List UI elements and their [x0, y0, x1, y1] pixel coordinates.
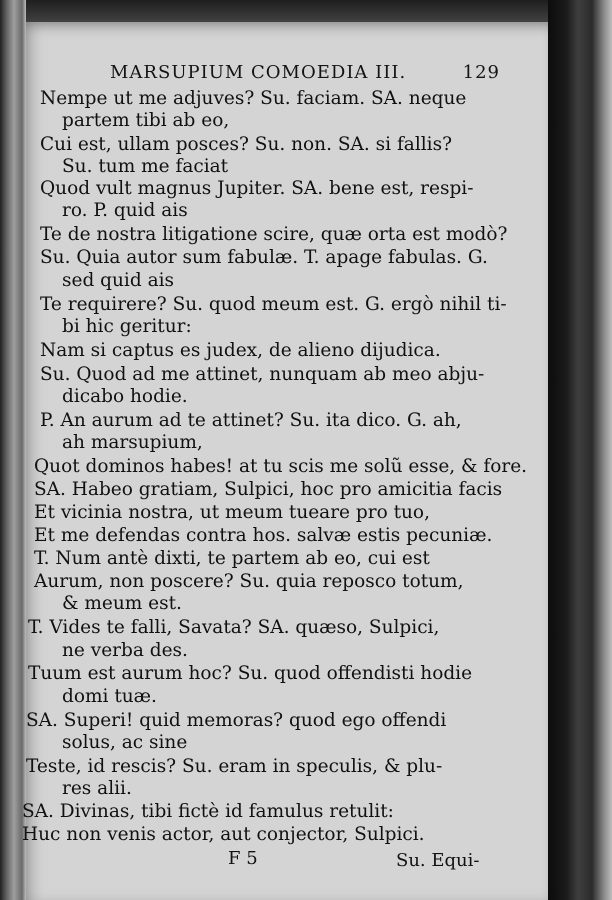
text-line: Quod vult magnus Jupiter. SA. bene est, respi-: [40, 178, 474, 199]
text-line: domi tuæ.: [62, 686, 157, 707]
text-line: ah marsupium,: [62, 432, 203, 453]
text-line: Tuum est aurum hoc? Su. quod offendisti hodie: [28, 663, 473, 684]
text-line: Cui est, ullam posces? Su. non. SA. si fallis?: [40, 134, 452, 155]
text-line: Et me defendas contra hos. salvæ estis pecuniæ.: [34, 525, 493, 546]
text-line: Et vicinia nostra, ut meum tueare pro tuo,: [34, 502, 430, 523]
book-cover-edge: [548, 0, 612, 900]
text-line: T. Num antè dixti, te partem ab eo, cui est: [34, 548, 430, 569]
text-line: Su. tum me faciat: [62, 156, 229, 177]
text-line: bi hic geritur:: [62, 316, 192, 337]
text-line: Teste, id rescis? Su. eram in speculis, & plu-: [26, 756, 443, 777]
text-line: Te requirere? Su. quod meum est. G. ergò nihil ti-: [40, 294, 507, 315]
running-head: [110, 62, 500, 88]
text-line: Te de nostra litigatione scire, quæ orta est modò?: [40, 224, 508, 245]
text-line: Huc non venis actor, aut conjector, Sulpici.: [22, 824, 425, 845]
book-gutter: [0, 0, 26, 900]
text-line: SA. Superi! quid memoras? quod ego offendi: [26, 710, 447, 731]
text-line: partem tibi ab eo,: [62, 110, 230, 131]
text-line: Su. Quia autor sum fabulæ. T. apage fabulas. G.: [40, 247, 488, 268]
running-title: MARSUPIUM COMOEDIA III.: [110, 62, 407, 83]
text-line: SA. Divinas, tibi fictè id famulus retulit:: [22, 801, 394, 822]
text-line: Aurum, non poscere? Su. quia reposco totum,: [34, 571, 464, 592]
page-number: 129: [462, 62, 500, 83]
text-line: dicabo hodie.: [62, 386, 188, 407]
catchword: Su. Equi-: [396, 850, 480, 871]
text-line: solus, ac sine: [62, 732, 188, 753]
text-line: T. Vides te falli, Savata? SA. quæso, Sulpici,: [28, 617, 440, 638]
text-line: sed quid ais: [62, 270, 175, 291]
text-line: ne verba des.: [62, 640, 188, 661]
text-line: & meum est.: [62, 593, 182, 614]
text-line: Quot dominos habes! at tu scis me solũ esse, & fore.: [34, 456, 528, 477]
text-line: ro. P. quid ais: [62, 200, 188, 221]
signature-mark: F 5: [228, 848, 258, 869]
text-line: P. An aurum ad te attinet? Su. ita dico. G. ah,: [40, 410, 462, 431]
text-line: Nempe ut me adjuves? Su. faciam. SA. neque: [40, 88, 467, 109]
text-line: res alii.: [62, 778, 132, 799]
text-line: SA. Habeo gratiam, Sulpici, hoc pro amicitia facis: [34, 479, 503, 500]
text-line: Su. Quod ad me attinet, nunquam ab meo abju-: [40, 364, 485, 385]
text-line: Nam si captus es judex, de alieno dijudica.: [40, 340, 441, 361]
